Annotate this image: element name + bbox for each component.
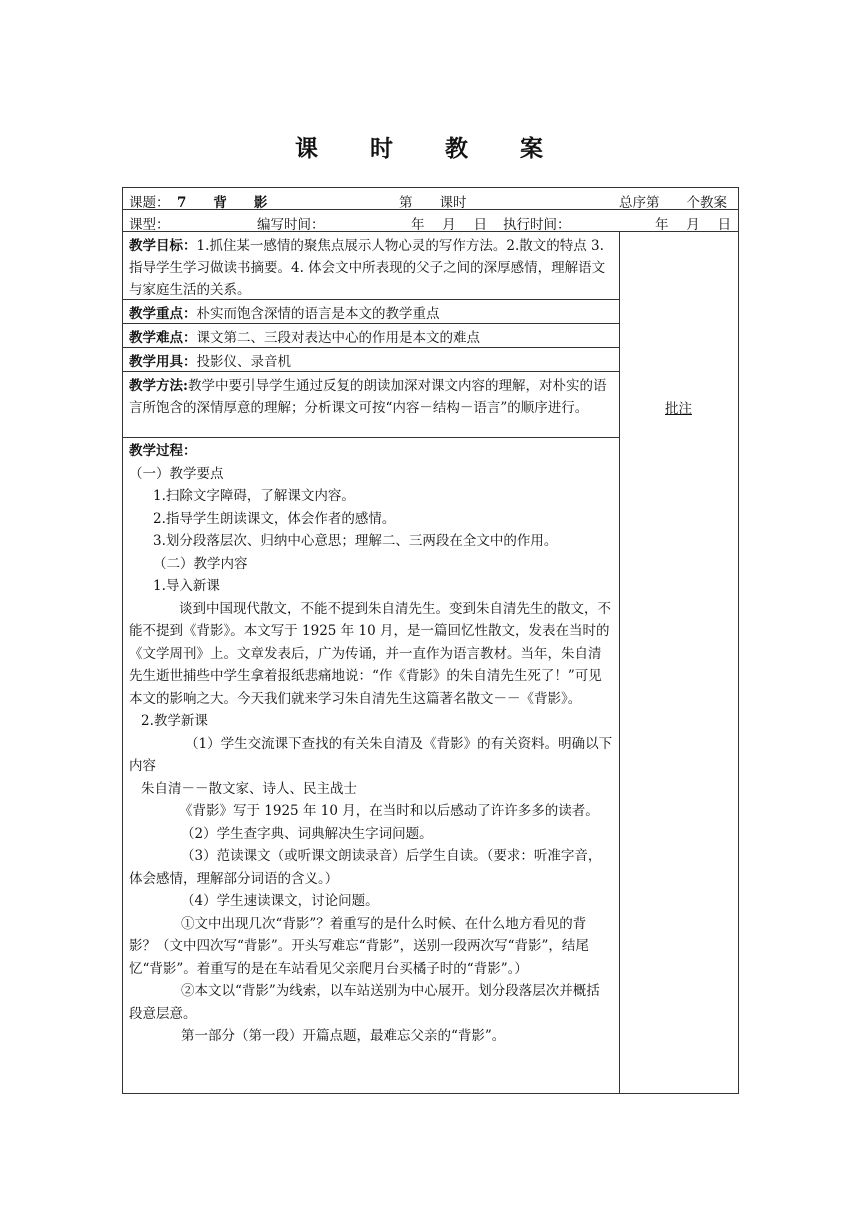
- annotation-label: 批注: [665, 401, 692, 417]
- tools-text: 投影仪、录音机: [196, 354, 291, 370]
- process-line: 《背影》写于 1925 年 10 月，在当时和以后感动了许许多多的读者。: [179, 803, 599, 819]
- header-row-2: [123, 210, 738, 232]
- process-paragraph: ②本文以“背影”为线索，以车站送别为中心展开。划分段落层次并概括段意层意。: [129, 983, 600, 1022]
- focus-text: 朴实而饱含深情的语言是本文的教学重点: [196, 306, 440, 322]
- goal-label: 教学目标：: [129, 238, 197, 254]
- content-column: [123, 232, 620, 1093]
- difficulty-section: [123, 324, 619, 348]
- tools-section: [123, 348, 619, 372]
- period-field: 第 课时: [399, 195, 467, 211]
- write-date: 年 月 日: [411, 217, 488, 233]
- process-paragraph: （3）范读课文（或听课文朗读录音）后学生自读。（要求：听准字音，体会感情，理解部分词语的含义。）: [129, 848, 602, 887]
- annotation-column: [619, 232, 738, 1093]
- order-field: 总序第 个教案: [619, 195, 727, 211]
- topic-label: 课题：: [129, 195, 170, 211]
- focus-section: [123, 300, 619, 324]
- process-line: 1.扫除文字障碍，了解课文内容。: [153, 488, 355, 504]
- process-line: 2.指导学生朗读课文，体会作者的感情。: [153, 510, 396, 527]
- difficulty-text: 课文第二、三段对表达中心的作用是本文的难点: [196, 330, 480, 346]
- process-line: （一）教学要点: [129, 465, 224, 482]
- type-label: 课型：: [129, 217, 170, 233]
- process-line: 3.划分段落层次、归纳中心意思；理解二、三两段在全文中的作用。: [153, 533, 558, 549]
- goal-text: 1.抓住某一感情的聚焦点展示人物心灵的写作方法。2.散文的特点 3.指导学生学习做读书摘要。4. 体会文中所表现的父子之间的深厚感情，理解语文与家庭生活的关系。: [129, 238, 606, 298]
- process-line: （二）教学内容: [153, 555, 248, 572]
- process-line: 1.导入新课: [153, 578, 220, 594]
- process-paragraph: （1）学生交流课下查找的有关朱自清及《背影》的有关资料。明确以下内容: [129, 735, 613, 774]
- process-line: 2.教学新课: [141, 713, 208, 729]
- header-row-1: [123, 188, 738, 210]
- write-time-label: 编写时间：: [257, 217, 325, 233]
- process-section: [123, 438, 619, 1050]
- method-section: [123, 372, 619, 438]
- difficulty-label: 教学难点：: [129, 330, 197, 346]
- topic-value: 7 背 影: [177, 195, 268, 211]
- lesson-plan-table: [122, 187, 739, 1094]
- method-text: 教学中要引导学生通过反复的朗读加深对课文内容的理解，对朴实的语言所饱含的深情厚意的理解；分析课文可按“内容－结构－语言”的顺序进行。: [129, 378, 607, 416]
- exec-date: 年 月 日: [655, 217, 732, 233]
- process-line: 第一部分（第一段）开篇点题，最难忘父亲的“背影”。: [181, 1028, 506, 1044]
- process-paragraph: 谈到中国现代散文，不能不提到朱自清先生。变到朱自清先生的散文，不能不提到《背影》。本文写于 1925 年 10 月，是一篇回忆性散文，发表在当时的《文学周刊》上。文章发表后，广为传诵，并一直作为语言教材。当年，朱自清先生逝世捕些中学生拿着报纸悲痛地说：“作《背影》的朱自清先生死了！”可见本文的影响之大。今天我们就来学习朱自清先生这篇著名散文－－《背影》。: [129, 600, 611, 707]
- focus-label: 教学重点：: [129, 306, 197, 322]
- document-title: 课 时 教 案: [294, 135, 566, 162]
- goal-section: [123, 232, 619, 300]
- process-line: （2）学生查字典、词典解决生字词问题。: [181, 825, 433, 842]
- process-label: 教学过程：: [129, 443, 197, 459]
- tools-label: 教学用具：: [129, 354, 197, 370]
- method-label: 教学方法:: [129, 378, 188, 394]
- process-line: （4）学生速读课文，讨论问题。: [181, 893, 379, 909]
- process-paragraph: ①文中出现几次“背影”？着重写的是什么时候、在什么地方看见的背影？（文中四次写“背影”。开头写难忘“背影”，送别一段两次写“背影”，结尾忆“背影”。着重写的是在车站看见父亲爬月台买橘子时的“背影”。）: [129, 915, 589, 977]
- process-line: 朱自清－－散文家、诗人、民主战士: [141, 780, 357, 797]
- exec-time-label: 执行时间：: [503, 217, 571, 233]
